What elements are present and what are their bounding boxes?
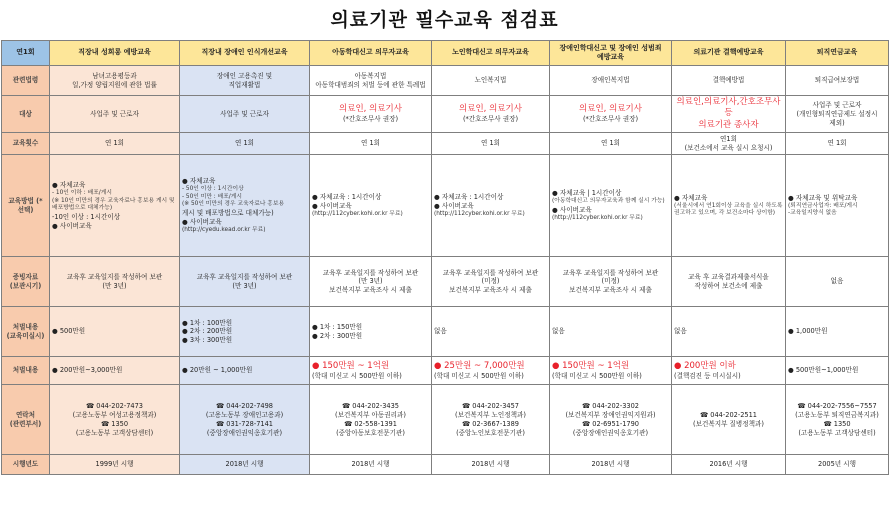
cell-line: 사업주 및 근로자 xyxy=(220,109,269,118)
cell-line: (만 3년) xyxy=(232,281,257,290)
header-row xyxy=(2,41,889,66)
cell-line: 일,가정 양립지원에 관한 법률 xyxy=(72,80,157,89)
cell-line: ● 1,000만원 xyxy=(788,327,828,336)
table-cell xyxy=(432,307,550,357)
row-frequency xyxy=(2,133,889,155)
column-header: 직장내 장애인 인식개선교육 xyxy=(180,41,310,66)
cell-line: ☎ 1350 xyxy=(823,419,851,428)
cell-line: ● 사이버교육 xyxy=(182,218,222,227)
cell-line: ● 3차 : 300만원 xyxy=(182,336,233,345)
cell-line: ☎ 02-6951-1790 xyxy=(581,419,640,428)
cell-line: (보건복지부 아동권리과) xyxy=(335,411,406,420)
cell-line: ● 자체교육 및 위탁교육 xyxy=(788,193,858,202)
table-cell xyxy=(310,357,432,385)
row-contact xyxy=(2,385,889,455)
cell-line: ● 200만원~3,000만원 xyxy=(52,366,123,375)
cell-line: ☎ 044-202-3435 xyxy=(341,402,400,411)
table-cell xyxy=(50,385,180,455)
corner-cell: 연1회 xyxy=(2,41,50,66)
row-label: 처벌내용 (교육미실시) xyxy=(2,307,50,357)
row-label: 시행년도 xyxy=(2,455,50,475)
cell-line: - 10인 이하 : 배포/게시 xyxy=(52,189,112,196)
cell-line: (보건소에서 교육 실시 요청시) xyxy=(684,143,773,152)
cell-line: 교육후 교육일지를 작성하여 보관 xyxy=(442,268,539,277)
cell-line: 사업주 및 근로자 xyxy=(812,100,862,109)
cell-line: 등 xyxy=(724,108,733,119)
row-label: 처벌내용 xyxy=(2,357,50,385)
cell-line: 보건복지부 교육조사 시 제출 xyxy=(329,286,412,295)
cell-line: 연 1회 xyxy=(234,139,255,148)
cell-line: ● 1차 : 150만원 xyxy=(312,323,363,332)
cell-line: ● 사이버교육 xyxy=(552,205,592,214)
cell-line: 보건복지부 교육조사 시 제출 xyxy=(569,286,652,295)
table-cell xyxy=(50,455,180,475)
cell-line: -10인 이상 : 1시간이상 xyxy=(52,213,121,222)
cell-line: 2016년 시행 xyxy=(709,460,748,469)
cell-line: 의료인, 의료기사 xyxy=(459,104,522,115)
row-label: 교육방법 (*선택) xyxy=(2,155,50,257)
table-cell xyxy=(432,455,550,475)
table-cell xyxy=(180,455,310,475)
table-cell xyxy=(786,455,889,475)
table-cell xyxy=(310,155,432,257)
table-cell xyxy=(550,66,672,96)
table-cell xyxy=(786,257,889,307)
column-header: 장애인학대신고 및 장애인 성범죄 예방교육 xyxy=(550,41,672,66)
row-label: 관련법령 xyxy=(2,66,50,96)
table-cell xyxy=(180,133,310,155)
cell-line: 의료기관 종사자 xyxy=(698,119,759,130)
cell-line: 교육후 교육일지를 작성하여 보관 xyxy=(66,273,163,282)
cell-line: 연 1회 xyxy=(600,139,621,148)
cell-line: (*간호조무사 권장) xyxy=(582,115,639,124)
table-cell xyxy=(786,155,889,257)
table-cell xyxy=(672,357,786,385)
cell-line: ● 사이버교육 xyxy=(312,202,352,210)
table-cell xyxy=(432,357,550,385)
cell-line: ● 200만원 이하 xyxy=(674,360,736,371)
cell-line: ☎ 1350 xyxy=(100,419,129,428)
cell-line: (학대 미신고 시 500만원 이하) xyxy=(312,372,402,381)
table-cell xyxy=(432,257,550,307)
cell-line: ☎ 031-728-7141 xyxy=(215,419,274,428)
cell-line: ● 자체교육 : 1시간이상 xyxy=(434,193,504,202)
cell-line: 교육후 교육일지를 작성하여 보관 xyxy=(196,273,293,282)
cell-line: 2018년 시행 xyxy=(225,460,264,469)
cell-line: - 50인 미만 : 배포/게시 xyxy=(182,193,242,200)
cell-line: 퇴직급여보장법 xyxy=(814,76,860,85)
cell-line: (중앙노인보호전문기관) xyxy=(456,428,525,437)
cell-line: 없음 xyxy=(674,327,687,336)
row-law xyxy=(2,66,889,96)
cell-line: (※ 10인 미만의 경우 교육자료나 홍보용 게시 및 배포방법으로 대체가능) xyxy=(52,197,175,212)
table-cell xyxy=(50,357,180,385)
table-cell xyxy=(550,357,672,385)
cell-line: (고용노동부 여성고용정책과) xyxy=(72,411,157,420)
cell-line: (http://cyedu.kead.or.kr 무료) xyxy=(182,227,266,234)
cell-line: ● 2차 : 200만원 xyxy=(182,327,233,336)
column-header: 직장내 성희롱 예방교육 xyxy=(50,41,180,66)
table-cell xyxy=(672,455,786,475)
column-header: 아동학대신고 의무자교육 xyxy=(310,41,432,66)
table-cell xyxy=(550,307,672,357)
cell-line: 2005년 시행 xyxy=(818,460,856,469)
cell-line: 없음 xyxy=(552,327,565,336)
table-cell xyxy=(432,385,550,455)
cell-line: (중앙장애인권익옹호기관) xyxy=(206,428,283,437)
cell-line: ☎ 044-202-7473 xyxy=(85,402,144,411)
cell-line: 사업주 및 근로자 xyxy=(90,109,139,118)
cell-line: 없음 xyxy=(830,277,844,286)
cell-line: (고용노동부 고객상담센터) xyxy=(798,428,876,437)
cell-line: ● 500만원 xyxy=(52,327,86,336)
cell-line: (미정) xyxy=(481,277,500,286)
checklist-table xyxy=(1,40,889,475)
cell-line: 2018년 시행 xyxy=(351,460,390,469)
cell-line: (개인형퇴직연금제도 설정시 제외) xyxy=(796,109,878,127)
table-cell xyxy=(310,257,432,307)
table-cell xyxy=(432,133,550,155)
cell-line: ● 1차 : 100만원 xyxy=(182,318,233,327)
cell-line: (※ 50인 미만의 경우 교육자료나 홍보용 xyxy=(182,201,285,208)
cell-line: 교육 후 교육결과제출서식을 xyxy=(688,273,769,282)
table-cell xyxy=(432,155,550,257)
cell-line: (고용노동부 퇴직연금복지과) xyxy=(795,411,879,420)
table-cell xyxy=(50,133,180,155)
table-cell xyxy=(310,66,432,96)
cell-line: ● 자체교육 : 1시간이상 xyxy=(312,193,382,202)
cell-line: (학대 미신고 시 500만원 이하) xyxy=(552,372,642,381)
table-cell xyxy=(50,155,180,257)
table-cell xyxy=(310,455,432,475)
cell-line: 게시 및 배포방법으로 대체가능) xyxy=(182,209,274,218)
cell-line: (보건복지부 장애인권익지원과) xyxy=(565,411,656,420)
cell-line: ● 사이버교육 xyxy=(434,202,474,210)
table-cell xyxy=(786,133,889,155)
table-cell xyxy=(672,307,786,357)
row-penalty_unfinished xyxy=(2,307,889,357)
row-method xyxy=(2,155,889,257)
row-label: 연락처 (관련부서) xyxy=(2,385,50,455)
cell-line: (만 3년) xyxy=(102,281,127,290)
row-label: 대상 xyxy=(2,96,50,133)
cell-line: (서울시에서 연1회이상 교육을 실시 하도록 권고하고 있으며, 각 보건소마다 상이함) xyxy=(674,202,783,217)
cell-line: 장애인 고용촉진 및 xyxy=(216,71,273,80)
row-penalty xyxy=(2,357,889,385)
table-cell xyxy=(50,307,180,357)
cell-line: 노인복지법 xyxy=(474,76,507,85)
cell-line: 직업재활법 xyxy=(228,80,261,89)
cell-line: (http://112cyber.kohi.or.kr 무료) xyxy=(552,214,643,221)
cell-line: (고용노동부 고객상담센터) xyxy=(75,428,154,437)
table-cell xyxy=(672,66,786,96)
table-cell xyxy=(50,96,180,133)
table-cell xyxy=(786,385,889,455)
table-cell xyxy=(432,96,550,133)
cell-line: 작성하여 보건소에 제출 xyxy=(694,281,763,290)
cell-line: ☎ 02-558-1391 xyxy=(344,419,397,428)
cell-line: 의료인, 의료기사 xyxy=(339,104,402,115)
cell-line: (퇴직연금사업자: 배포/게시 xyxy=(788,202,858,209)
cell-line: 2018년 시행 xyxy=(471,460,510,469)
table-cell xyxy=(50,66,180,96)
table-cell xyxy=(550,385,672,455)
cell-line: 보건복지부 교육조사 시 제출 xyxy=(449,286,532,295)
cell-line: (보건복지부 노인정책과) xyxy=(455,411,526,420)
cell-line: (만 3년) xyxy=(358,277,383,286)
cell-line: ● 150만원 ~ 1억원 xyxy=(312,360,390,371)
cell-line: 1999년 시행 xyxy=(95,460,134,469)
cell-line: (중앙아동보호전문기관) xyxy=(336,428,405,437)
cell-line: 연 1회 xyxy=(480,139,501,148)
cell-line: 아동복지법 xyxy=(354,71,387,80)
cell-line: ☎ 044-202-3457 xyxy=(461,402,520,411)
cell-line: (고용노동부 장애인고용과) xyxy=(205,411,284,420)
table-cell xyxy=(180,96,310,133)
table-cell xyxy=(180,155,310,257)
cell-line: 연 1회 xyxy=(360,139,381,148)
table-cell xyxy=(180,385,310,455)
cell-line: ● 자체교육 xyxy=(52,180,86,189)
cell-line: ● 2차 : 300만원 xyxy=(312,331,363,340)
cell-line: - 50인 이상 : 1시간이상 xyxy=(182,185,244,192)
cell-line: ☎ 02-3667-1389 xyxy=(461,419,520,428)
cell-line: 2018년 시행 xyxy=(591,460,630,469)
table-cell xyxy=(310,307,432,357)
table-cell xyxy=(180,66,310,96)
cell-line: ● 20만원 ~ 1,000만원 xyxy=(182,366,253,375)
cell-line: 남녀고용평등과 xyxy=(92,71,137,80)
cell-line: ● 150만원 ~ 1억원 xyxy=(552,360,630,371)
cell-line: 장애인복지법 xyxy=(591,76,630,85)
cell-line: 결핵예방법 xyxy=(712,76,745,85)
cell-line: 교육후 교육일지를 작성하여 보관 xyxy=(562,268,659,277)
cell-line: ☎ 044-202-3302 xyxy=(581,402,640,411)
cell-line: ● 사이버교육 xyxy=(52,222,92,231)
page-title: 의료기관 필수교육 점검표 xyxy=(330,9,559,31)
cell-line: 연 1회 xyxy=(827,139,847,148)
table-cell xyxy=(180,257,310,307)
cell-line: 연1회 xyxy=(720,135,737,144)
table-cell xyxy=(786,307,889,357)
cell-line: (http://112cyber.kohi.or.kr 무료) xyxy=(434,210,525,217)
cell-line: (*간호조무사 권장) xyxy=(342,115,399,124)
table-cell xyxy=(672,385,786,455)
cell-line: 의료인, 의료기사 xyxy=(579,104,642,115)
cell-line: 아동학대범죄의 처벌 등에 관한 특례법 xyxy=(315,80,426,89)
table-cell xyxy=(786,66,889,96)
table-cell xyxy=(50,257,180,307)
column-header: 노인학대신고 의무자교육 xyxy=(432,41,550,66)
column-header: 퇴직연금교육 xyxy=(786,41,889,66)
cell-line: (중앙장애인권익옹호기관) xyxy=(572,428,649,437)
table-cell xyxy=(310,385,432,455)
cell-line: ☎ 044-202-7498 xyxy=(215,402,274,411)
row-target xyxy=(2,96,889,133)
table-cell xyxy=(672,133,786,155)
cell-line: (미정) xyxy=(601,277,620,286)
cell-line: 연 1회 xyxy=(104,139,125,148)
cell-line: (학대 미신고 시 500만원 이하) xyxy=(434,372,524,381)
cell-line: ● 자체교육 xyxy=(182,176,216,185)
row-year xyxy=(2,455,889,475)
table-cell xyxy=(550,155,672,257)
table-cell xyxy=(180,307,310,357)
cell-line: -교육일지양식 없음 xyxy=(788,210,837,217)
table-cell xyxy=(672,96,786,133)
table-cell xyxy=(550,455,672,475)
cell-line: (보건복지부 질병정책과) xyxy=(693,419,764,428)
row-label: 교육횟수 xyxy=(2,133,50,155)
cell-line: 없음 xyxy=(434,327,447,336)
table-cell xyxy=(432,66,550,96)
cell-line: ● 500만원~1,000만원 xyxy=(788,366,859,375)
table-cell xyxy=(550,133,672,155)
cell-line: 의료인,의료기사,간호조무사 xyxy=(676,97,781,107)
cell-line: ● 자체교육 | 1시간이상 xyxy=(552,189,622,198)
row-label: 증빙자료 (보관시기) xyxy=(2,257,50,307)
table-cell xyxy=(180,357,310,385)
row-evidence xyxy=(2,257,889,307)
cell-line: (결핵검진 등 미시실시) xyxy=(674,372,741,381)
cell-line: ☎ 044-202-7556~7557 xyxy=(797,402,877,411)
cell-line: ● 25만원 ~ 7,000만원 xyxy=(434,360,525,371)
table-cell xyxy=(786,357,889,385)
cell-line: (http://112cyber.kohi.or.kr 무료) xyxy=(312,210,403,217)
table-cell xyxy=(786,96,889,133)
cell-line: ● 자체교육 xyxy=(674,193,708,202)
cell-line: (*간호조무사 권장) xyxy=(462,115,519,124)
table-cell xyxy=(672,155,786,257)
table-cell xyxy=(310,133,432,155)
table-cell xyxy=(672,257,786,307)
cell-line: 교육후 교육일지를 작성하여 보관 xyxy=(322,268,419,277)
table-cell xyxy=(550,257,672,307)
column-header: 의료기관 결핵예방교육 xyxy=(672,41,786,66)
table-cell xyxy=(310,96,432,133)
cell-line: ☎ 044-202-2511 xyxy=(699,411,758,420)
cell-line: (아동학대신고 의무자교육과 함께 실시 가능) xyxy=(552,198,665,205)
table-cell xyxy=(550,96,672,133)
